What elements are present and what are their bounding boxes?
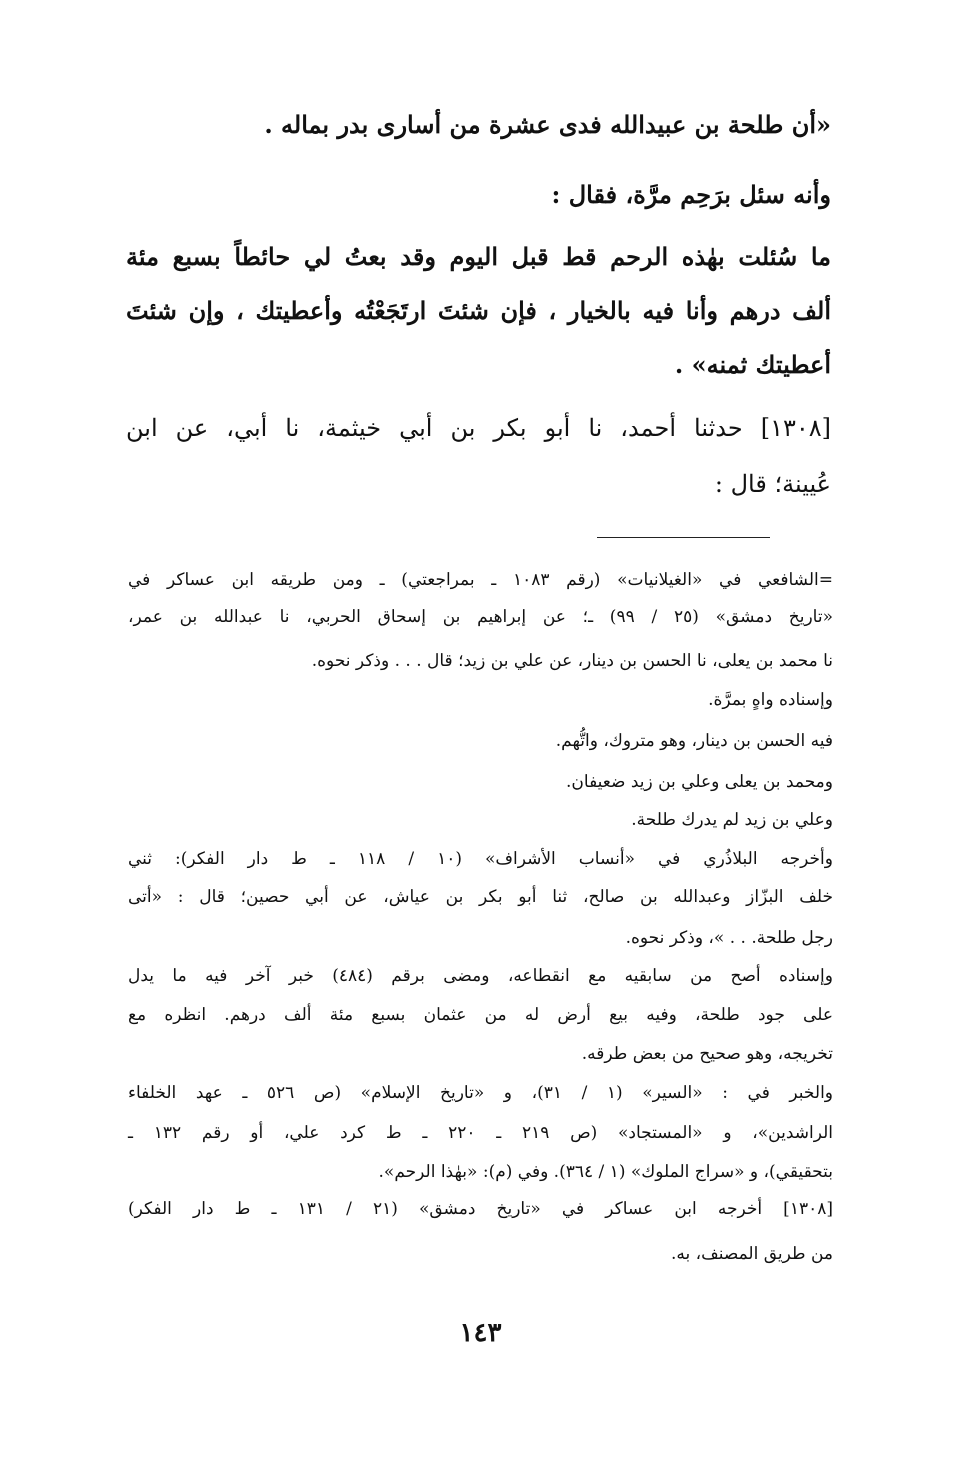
page-number: ١٤٣ [459, 1318, 502, 1348]
footnote-line-18: من طريق المصنف، به. [670, 1244, 833, 1264]
footnote-line-6: ومحمد بن يعلى وعلي بن زيد ضعيفان. [566, 772, 833, 792]
footnote-line-8: وأخرجه البلاذُري في «أنساب الأشراف» (١٠ / ١١٨ ـ ط دار الفكر): ثني [128, 849, 833, 869]
footnote-line-11: وإسناده أصح من سابقيه مع انقطاعه، ومضى برقم (٤٨٤) خبر آخر فيه ما يدل [128, 966, 833, 986]
footnote-line-2: «تاريخ دمشق» (٢٥ / ٩٩) ـ؛ عن إبراهيم بن إسحاق الحربي، نا عبدالله بن عمر، [128, 607, 833, 627]
main-text-line-3: ما سُئلت بهٰذه الرحم قط قبل اليوم وقد بعتُ لي حائطاً بسبع مئة [126, 242, 831, 271]
main-text-line-5: أعطيتك ثمنه» . [674, 350, 831, 379]
footnote-line-3: نا محمد بن يعلى، نا الحسن بن دينار، عن علي بن زيد؛ قال . . . وذكر نحوه. [311, 651, 833, 671]
footnote-line-4: وإسناده واهٍ بمرَّة. [708, 690, 833, 710]
footnote-line-12: على جود طلحة، وفيه بيع أرض له من عثمان بسبع مئة ألف درهم. انظره مع [128, 1005, 833, 1025]
main-text-line-2: وأنه سئل برَحِم مرَّة، فقال : [551, 180, 831, 209]
footnote-line-1: =الشافعي في «الغيلانيات» (رقم ١٠٨٣ ـ بمراجعتي) ـ ومن طريقه ابن عساكر في [128, 570, 833, 590]
footnote-line-9: خلف البزّاز وعبدالله بن صالح، ثنا أبو بكر بن عياش، عن أبي حصين؛ قال : «أتى [128, 887, 833, 907]
main-text-line-7: عُيينة؛ قال : [714, 470, 831, 498]
main-text-line-4: ألف درهم وأنا فيه بالخيار ، فإن شئتَ ارتَجَعْتُه وأعطيتك ، وإن شئتَ [126, 296, 831, 325]
footnote-line-14: والخبر في : «السير» (١ / ٣١)، و «تاريخ الإسلام» (ص ٥٢٦ ـ عهد الخلفاء [128, 1083, 833, 1103]
footnote-line-17: [١٣٠٨] أخرجه ابن عساكر في «تاريخ دمشق» (٢١ / ١٣١ ـ ط دار الفكر) [128, 1199, 833, 1219]
main-text-line-6: [١٣٠٨] حدثنا أحمد، نا أبو بكر بن أبي خيثمة، نا أبي، عن ابن [126, 414, 831, 442]
footnote-divider [597, 537, 770, 538]
footnote-line-13: تخريجه، وهو صحيح من بعض طرقه. [581, 1044, 833, 1064]
main-text-line-1: «أن طلحة بن عبيدالله فدى عشرة من أسارى بدر بماله . [264, 110, 831, 139]
footnote-line-5: فيه الحسن بن دينار، وهو متروك، واتُّهم. [555, 731, 833, 751]
footnote-line-16: بتحقيقي)، و «سراج الملوك» (١ / ٣٦٤). وفي (م): «بهٰذا الرحم». [378, 1162, 833, 1182]
footnote-line-10: رجل طلحة. . . »، وذكر نحوه. [625, 928, 833, 948]
footnote-line-7: وعلي بن زيد لم يدرك طلحة. [631, 810, 833, 830]
footnote-line-15: الراشدين»، و «المستجاد» (ص ٢١٩ ـ ٢٢٠ ـ ط كرد علي، أو رقم ١٣٢ ـ [128, 1123, 833, 1143]
